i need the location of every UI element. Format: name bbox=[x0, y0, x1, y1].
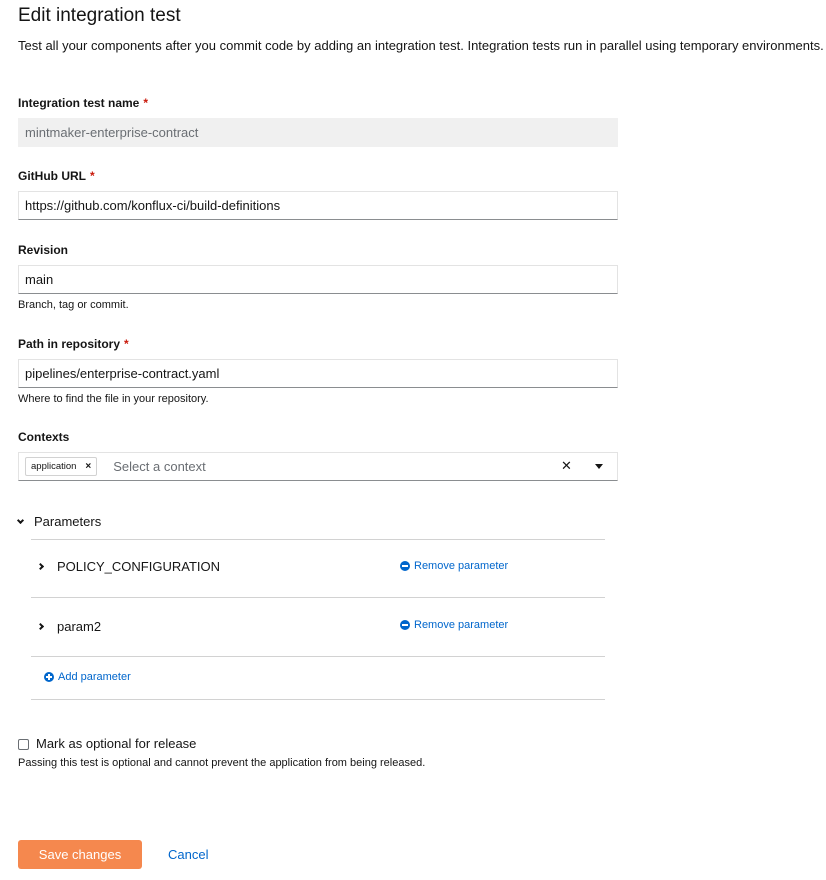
save-changes-button[interactable]: Save changes bbox=[18, 840, 142, 869]
name-label: Integration test name * bbox=[18, 96, 149, 110]
context-chip: application × bbox=[25, 457, 97, 476]
github-url-input[interactable]: https://github.com/konflux-ci/build-definitions bbox=[18, 191, 618, 220]
revision-label: Revision bbox=[18, 243, 69, 257]
parameter-toggle[interactable] bbox=[38, 559, 220, 574]
clear-icon[interactable]: ✕ bbox=[561, 458, 572, 473]
minus-circle-icon bbox=[400, 561, 410, 571]
parameter-toggle[interactable] bbox=[38, 619, 101, 634]
page-description: Test all your components after you commit code by adding an integration test. Integration tests run in parallel using temporary environments. bbox=[18, 38, 824, 53]
remove-parameter-button[interactable]: Remove parameter bbox=[400, 560, 508, 572]
cancel-button[interactable]: Cancel bbox=[168, 847, 209, 862]
path-label: Path in repository * bbox=[18, 337, 129, 351]
contexts-label: Contexts bbox=[18, 430, 70, 444]
caret-down-icon[interactable] bbox=[595, 464, 603, 469]
parameter-name: POLICY_CONFIGURATION bbox=[57, 559, 221, 574]
chip-remove-icon[interactable]: × bbox=[85, 461, 92, 472]
divider bbox=[31, 539, 605, 540]
revision-input[interactable]: main bbox=[18, 265, 618, 294]
contexts-select[interactable] bbox=[18, 452, 618, 481]
revision-helper: Branch, tag or commit. bbox=[18, 299, 129, 311]
path-input[interactable]: pipelines/enterprise-contract.yaml bbox=[18, 359, 618, 388]
chevron-down-icon bbox=[17, 516, 24, 523]
remove-parameter-button[interactable]: Remove parameter bbox=[400, 619, 508, 631]
github-url-label: GitHub URL * bbox=[18, 169, 95, 183]
parameter-name: param2 bbox=[57, 619, 102, 634]
divider bbox=[31, 597, 605, 598]
minus-circle-icon bbox=[400, 620, 410, 630]
chevron-right-icon bbox=[37, 563, 44, 570]
parameters-label: Parameters bbox=[34, 514, 102, 529]
optional-helper: Passing this test is optional and cannot prevent the application from being released. bbox=[18, 757, 426, 769]
optional-checkbox[interactable] bbox=[18, 739, 29, 750]
integration-test-name-input: mintmaker-enterprise-contract bbox=[18, 118, 618, 147]
plus-circle-icon bbox=[44, 672, 54, 682]
parameters-toggle[interactable] bbox=[18, 514, 101, 529]
optional-label[interactable]: Mark as optional for release bbox=[36, 736, 197, 751]
required-marker: * bbox=[124, 337, 129, 351]
required-marker: * bbox=[90, 169, 95, 183]
contexts-placeholder[interactable]: Select a context bbox=[113, 459, 206, 474]
page-title: Edit integration test bbox=[18, 5, 181, 26]
required-marker: * bbox=[143, 96, 149, 110]
divider bbox=[31, 656, 605, 657]
add-parameter-button[interactable]: Add parameter bbox=[44, 671, 131, 683]
path-helper: Where to find the file in your repository. bbox=[18, 393, 209, 405]
divider bbox=[31, 699, 605, 700]
chevron-right-icon bbox=[37, 623, 44, 630]
